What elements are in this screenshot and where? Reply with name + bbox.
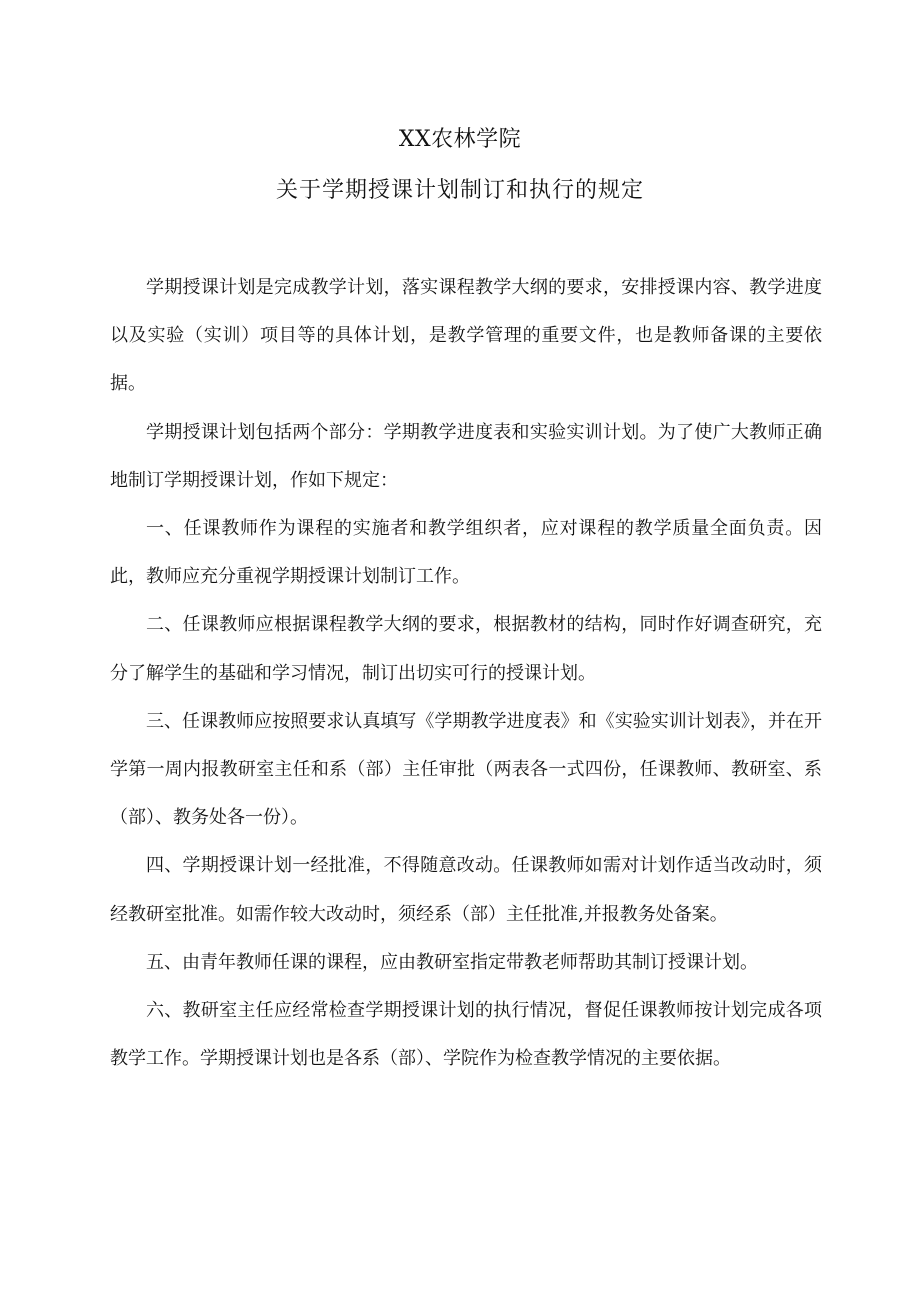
paragraph-rule-2: 二、任课教师应根据课程教学大纲的要求，根据教材的结构，同时作好调查研究，充分了解学生的基础和学习情况，制订出切实可行的授课计划。 (110, 614, 822, 684)
document-title-regulation: 关于学期授课计划制订和执行的规定 (275, 178, 644, 203)
paragraph-rule-6: 六、教研室主任应经常检查学期授课计划的执行情况，督促任课教师按计划完成各项教学工作。学期授课计划也是各系（部）、学院作为检查教学情况的主要依据。 (110, 1000, 822, 1070)
document-title-institution: XX农林学院 (398, 127, 522, 152)
paragraph-rule-5: 五、由青年教师任课的课程，应由教研室指定带教老师帮助其制订授课计划。 (146, 951, 758, 973)
paragraph-components: 学期授课计划包括两个部分：学期教学进度表和实验实训计划。为了使广大教师正确地制订学期授课计划，作如下规定： (110, 421, 822, 491)
paragraph-rule-1: 一、任课教师作为课程的实施者和教学组织者，应对课程的教学质量全面负责。因此，教师应充分重视学期授课计划制订工作。 (110, 518, 822, 588)
document-body (110, 264, 822, 1083)
paragraph-rule-3: 三、任课教师应按照要求认真填写《学期教学进度表》和《实验实训计划表》，并在开学第一周内报教研室主任和系（部）主任审批（两表各一式四份，任课教师、教研室、系（部）、教务处各一份）。 (110, 710, 822, 829)
paragraph-intro: 学期授课计划是完成教学计划，落实课程教学大纲的要求，安排授课内容、教学进度以及实验（实训）项目等的具体计划，是教学管理的重要文件，也是教师备课的主要依据。 (110, 277, 822, 395)
paragraph-rule-4: 四、学期授课计划一经批准，不得随意改动。任课教师如需对计划作适当改动时，须经教研室批准。如需作较大改动时，须经系（部）主任批准,并报教务处备案。 (110, 855, 822, 925)
